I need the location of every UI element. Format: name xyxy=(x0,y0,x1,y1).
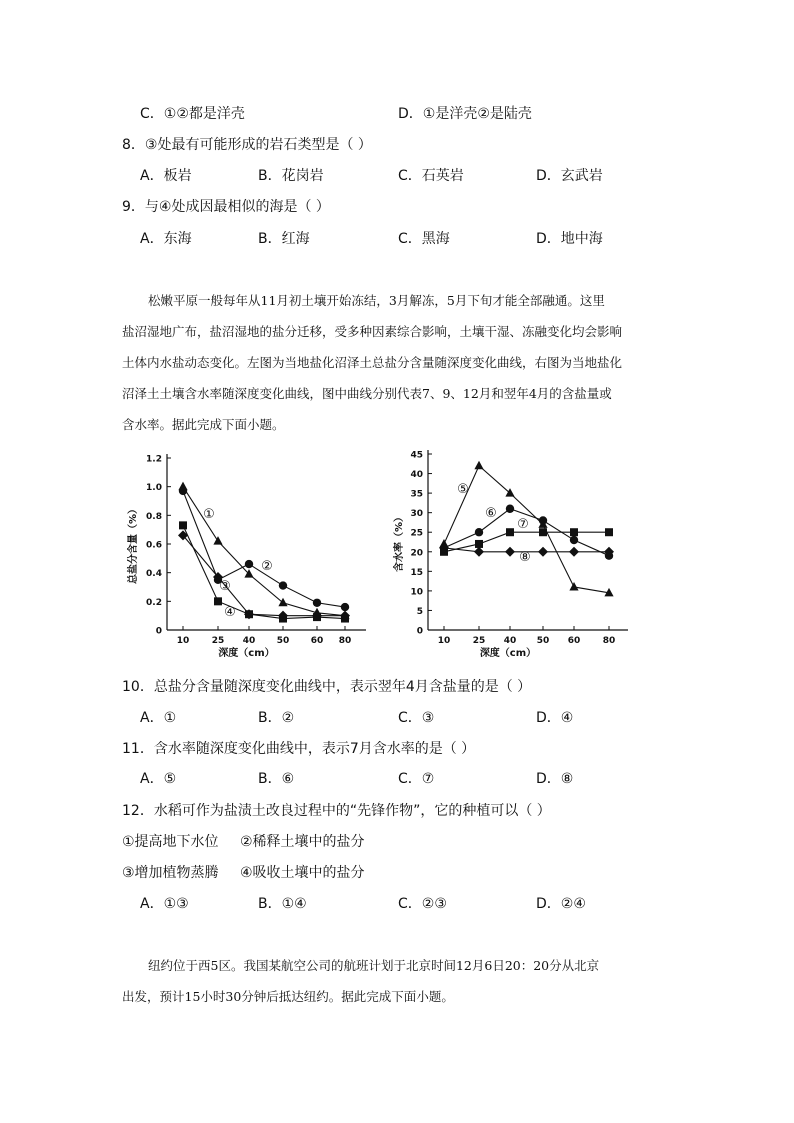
data-point xyxy=(179,487,187,495)
data-point xyxy=(245,560,253,568)
x-tick-label: 25 xyxy=(211,636,225,646)
x-tick-label: 10 xyxy=(437,636,451,646)
salt-content-chart xyxy=(120,448,380,663)
q8-stem: 8．③处最有可能形成的岩石类型是（ ） xyxy=(122,137,372,153)
data-point xyxy=(313,599,321,607)
passage-line: 盐沼湿地广布，盐沼湿地的盐分迁移，受多种因素综合影响，土壤干湿、冻融变化均会影响 xyxy=(122,324,623,339)
x-tick-label: 60 xyxy=(567,636,581,646)
data-point xyxy=(570,528,578,536)
y-axis-label: 总盐分含量（%） xyxy=(128,503,139,585)
y-tick-label: 40 xyxy=(410,470,423,481)
q12-choice-4: ④吸收土壤中的盐分 xyxy=(240,865,365,881)
passage-line: 出发，预计15小时30分钟后抵达纽约。据此完成下面小题。 xyxy=(122,989,454,1004)
data-point xyxy=(506,528,514,536)
q11-option-c: C．⑦ xyxy=(398,771,435,787)
x-tick-label: 80 xyxy=(602,636,616,646)
y-tick-label: 35 xyxy=(410,489,423,500)
data-point xyxy=(506,505,514,513)
q9-option-b: B．红海 xyxy=(258,231,310,247)
q10-option-a: A．① xyxy=(140,710,177,726)
x-axis-label: 深度（cm） xyxy=(479,648,537,659)
data-point xyxy=(213,536,222,545)
q11-option-a: A．⑤ xyxy=(140,771,177,787)
q9-stem: 9．与④处成因最相似的海是（ ） xyxy=(122,199,330,215)
q12-option-b: B．①④ xyxy=(258,896,307,912)
y-tick-label: 0.4 xyxy=(146,569,162,580)
y-axis-label: 含水率（%） xyxy=(394,511,405,573)
series-label: ⑧ xyxy=(519,550,531,565)
q10-option-d: D．④ xyxy=(536,710,574,726)
data-point xyxy=(179,521,187,529)
x-tick-label: 40 xyxy=(503,636,517,646)
x-tick-label: 50 xyxy=(536,636,550,646)
q12-choice-1: ①提高地下水位 xyxy=(122,834,219,850)
data-point xyxy=(569,547,579,557)
series-circle xyxy=(179,487,349,612)
q9-option-a: A．东海 xyxy=(140,231,192,247)
x-tick-label: 60 xyxy=(310,636,324,646)
x-tick-label: 10 xyxy=(176,636,190,646)
q8-option-a: A．板岩 xyxy=(140,168,192,184)
q10-option-b: B．② xyxy=(258,710,295,726)
series-label: ⑤ xyxy=(457,482,469,497)
q9-option-d: D．地中海 xyxy=(536,231,603,247)
q10-stem: 10．总盐分含量随深度变化曲线中，表示翌年4月含盐量的是（ ） xyxy=(122,679,532,695)
passage-line: 松嫩平原一般每年从11月初土壤开始冻结，3月解冻，5月下旬才能全部融通。这里 xyxy=(148,293,605,308)
x-tick-label: 50 xyxy=(276,636,290,646)
passage-newyork xyxy=(122,950,678,1012)
data-point xyxy=(505,547,515,557)
passage-line: 含水率。据此完成下面小题。 xyxy=(122,417,285,432)
q12-choice-2: ②稀释土壤中的盐分 xyxy=(240,834,365,850)
q11-stem: 11．含水率随深度变化曲线中，表示7月含水率的是（ ） xyxy=(122,741,476,757)
q12-option-a: A．①③ xyxy=(140,896,189,912)
data-point xyxy=(341,603,349,611)
y-tick-label: 0.8 xyxy=(146,511,162,522)
series-label: ⑦ xyxy=(517,517,529,532)
data-point xyxy=(539,528,547,536)
q11-option-d: D．⑧ xyxy=(536,771,574,787)
data-point xyxy=(505,488,514,497)
x-tick-label: 40 xyxy=(242,636,256,646)
y-tick-label: 20 xyxy=(410,548,423,559)
data-point xyxy=(214,597,222,605)
passage-line: 纽约位于西5区。我国某航空公司的航班计划于北京时间12月6日20：20分从北京 xyxy=(148,958,600,973)
data-point xyxy=(570,536,578,544)
y-tick-label: 25 xyxy=(410,528,423,539)
data-point xyxy=(605,528,613,536)
q8-option-b: B．花岗岩 xyxy=(258,168,324,184)
series-label: ④ xyxy=(224,605,236,620)
data-point xyxy=(474,547,484,557)
data-point xyxy=(539,516,547,524)
q12-stem: 12．水稻可作为盐渍土改良过程中的“先锋作物”，它的种植可以（ ） xyxy=(122,803,551,819)
q10-option-c: C．③ xyxy=(398,710,435,726)
q12-option-d: D．②④ xyxy=(536,896,586,912)
data-point xyxy=(569,582,578,591)
data-point xyxy=(474,461,483,470)
y-tick-label: 45 xyxy=(410,450,423,461)
y-tick-label: 30 xyxy=(410,509,423,520)
data-point xyxy=(475,540,483,548)
series-label: ① xyxy=(203,507,215,522)
series-label: ② xyxy=(261,559,273,574)
q8-option-c: C．石英岩 xyxy=(398,168,464,184)
y-tick-label: 1.0 xyxy=(146,483,162,494)
y-tick-label: 0.2 xyxy=(146,597,162,608)
passage-songnen xyxy=(122,285,678,440)
q12-option-c: C．②③ xyxy=(398,896,447,912)
q7-option-c: C．①②都是洋壳 xyxy=(140,106,245,122)
q11-option-b: B．⑥ xyxy=(258,771,295,787)
y-tick-label: 15 xyxy=(410,567,423,578)
passage-line: 土体内水盐动态变化。左图为当地盐化沼泽土总盐分含量随深度变化曲线，右图为当地盐化 xyxy=(122,355,623,370)
series-triangle xyxy=(178,482,349,620)
water-content-chart xyxy=(394,448,643,663)
series-line xyxy=(444,532,609,552)
data-point xyxy=(538,547,548,557)
series-label: ③ xyxy=(219,579,231,594)
x-tick-label: 25 xyxy=(472,636,486,646)
q12-choice-3: ③增加植物蒸腾 xyxy=(122,865,219,881)
series-label: ⑥ xyxy=(485,506,497,521)
passage-line: 沼泽土土壤含水率随深度变化曲线，图中曲线分别代表7、9、12月和翌年4月的含盐量或 xyxy=(122,386,612,401)
q9-option-c: C．黑海 xyxy=(398,231,450,247)
y-tick-label: 0 xyxy=(416,626,423,637)
y-tick-label: 10 xyxy=(410,587,423,598)
q8-option-d: D．玄武岩 xyxy=(536,168,603,184)
y-tick-label: 1.2 xyxy=(146,454,162,465)
y-tick-label: 5 xyxy=(416,606,423,617)
data-point xyxy=(278,598,287,607)
q7-option-d: D．①是洋壳②是陆壳 xyxy=(398,106,532,122)
data-point xyxy=(475,528,483,536)
x-axis-label: 深度（cm） xyxy=(218,648,275,659)
y-tick-label: 0 xyxy=(155,626,162,637)
y-tick-label: 0.6 xyxy=(146,540,162,551)
data-point xyxy=(279,581,287,589)
x-tick-label: 80 xyxy=(338,636,352,646)
